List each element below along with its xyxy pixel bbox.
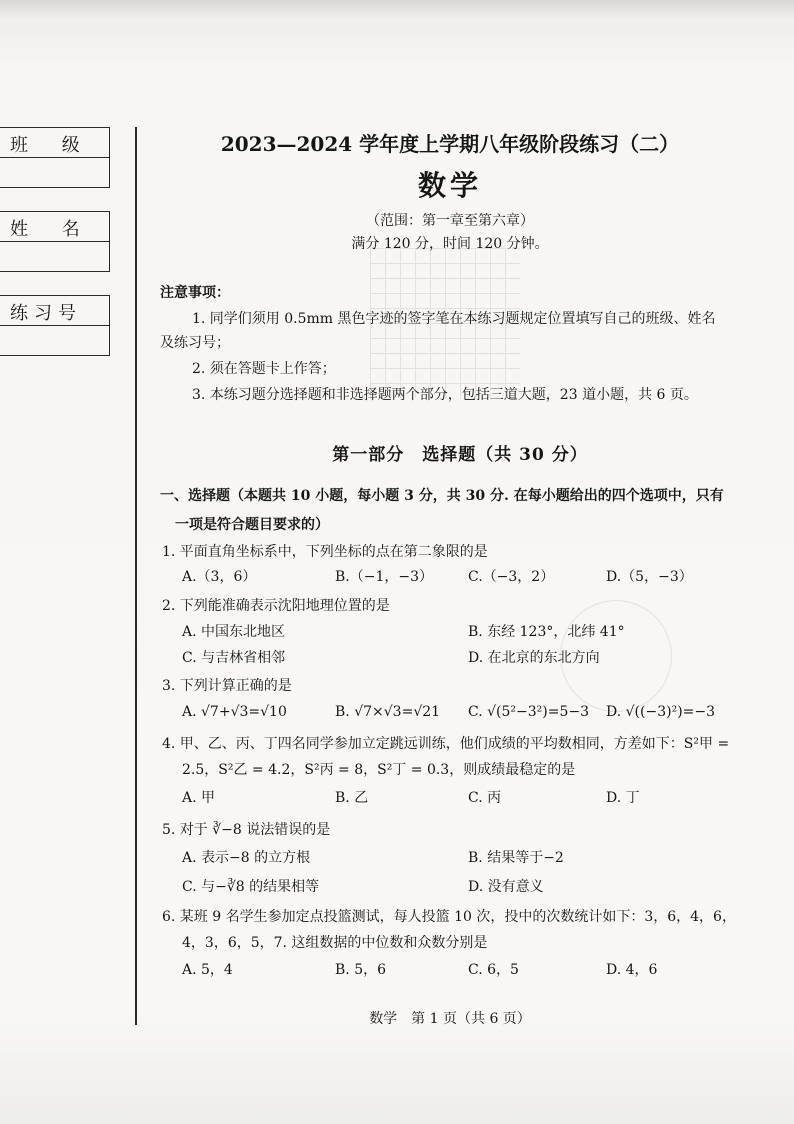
q3-option-a-expr: √7+√3=√10 <box>201 704 287 720</box>
notes-heading: 注意事项： <box>160 285 230 301</box>
q5-option-d: D. 没有意义 <box>468 879 544 895</box>
q2-option-a: A. 中国东北地区 <box>182 624 286 640</box>
q2-option-c: C. 与吉林省相邻 <box>182 650 286 666</box>
q4-option-d: D. 丁 <box>606 790 640 806</box>
q4-stem-line1: 4. 甲、乙、丙、丁四名同学参加立定跳远训练，他们成绩的平均数相同，方差如下：S²甲 = <box>162 736 730 752</box>
q2-option-b: B. 东经 123°，北纬 41° <box>468 624 625 640</box>
note-1a: 1. 同学们须用 0.5mm 黑色字迹的签字笔在本练习题规定位置填写自己的班级、姓名 <box>192 311 716 327</box>
q2-stem: 2. 下列能准确表示沈阳地理位置的是 <box>162 598 390 614</box>
page-top-edge <box>0 0 794 22</box>
id-label: 练习号 <box>10 303 82 324</box>
q6-stem-line1: 6. 某班 9 名学生参加定点投篮测试，每人投篮 10 次，投中的次数统计如下：3，6，4，6， <box>162 909 736 925</box>
q1-option-d: D.（5，−3） <box>606 569 693 585</box>
q6-option-a: A. 5，4 <box>182 962 233 978</box>
note-1b: 及练习号； <box>160 335 230 351</box>
q3-option-a-letter: A. <box>182 704 202 720</box>
q3-option-d-letter: D. <box>606 704 626 720</box>
q3-option-b-letter: B. <box>335 704 355 720</box>
class-label: 班 级 <box>10 135 94 156</box>
q5-option-a: A. 表示−8 的立方根 <box>182 850 311 866</box>
q3-option-d <box>606 704 715 720</box>
q6-stem-line2: 4，3，6，5，7. 这组数据的中位数和众数分别是 <box>182 935 488 951</box>
note-3: 3. 本练习题分选择题和非选择题两个部分，包括三道大题，23 道小题，共 6 页。 <box>192 387 698 403</box>
q4-option-c: C. 丙 <box>468 790 502 806</box>
q5-stem: 5. 对于 ∛−8 说法错误的是 <box>162 822 331 838</box>
exam-range: （范围：第一章至第六章） <box>366 213 534 229</box>
subject-title: 数学 <box>417 169 482 202</box>
q3-option-b-expr: √7×√3=√21 <box>354 704 441 720</box>
q5-option-c: C. 与−∛8 的结果相等 <box>182 879 320 895</box>
binding-line <box>135 127 137 1025</box>
name-label: 姓 名 <box>10 219 94 240</box>
q2-option-d: D. 在北京的东北方向 <box>468 650 600 666</box>
exam-title: 2023—2024 学年度上学期八年级阶段练习（二） <box>220 132 680 156</box>
page-footer: 数学 第 1 页（共 6 页） <box>369 1011 531 1027</box>
q1-option-a: A.（3，6） <box>182 569 257 585</box>
q3-option-c-letter: C. <box>468 704 488 720</box>
q1-option-c: C.（−3，2） <box>468 569 555 585</box>
note-2: 2. 须在答题卡上作答； <box>192 361 336 377</box>
exam-score-time: 满分 120 分，时间 120 分钟。 <box>351 236 549 252</box>
q3-option-b <box>335 704 440 720</box>
q3-stem: 3. 下列计算正确的是 <box>162 678 292 694</box>
q4-stem-line2: 2.5，S²乙 = 4.2，S²丙 = 8，S²丁 = 0.3，则成绩最稳定的是 <box>182 762 576 778</box>
class-input-box[interactable] <box>0 157 110 188</box>
q3-option-c <box>468 704 589 720</box>
q3-option-d-expr: √((−3)²)=−3 <box>625 704 716 720</box>
name-input-box[interactable] <box>0 241 110 272</box>
q5-option-b: B. 结果等于−2 <box>468 850 564 866</box>
section-a-line1: 一、选择题（本题共 10 小题，每小题 3 分，共 30 分. 在每小题给出的四个选项中，只有 <box>160 488 724 504</box>
id-input-box[interactable] <box>0 325 110 356</box>
q6-option-b: B. 5，6 <box>335 962 387 978</box>
q3-option-a <box>182 704 287 720</box>
q6-option-d: D. 4，6 <box>606 962 658 978</box>
q1-stem: 1. 平面直角坐标系中，下列坐标的点在第二象限的是 <box>162 544 488 560</box>
q6-option-c: C. 6，5 <box>468 962 519 978</box>
q4-option-b: B. 乙 <box>335 790 369 806</box>
part1-title: 第一部分 选择题（共 30 分） <box>332 445 588 465</box>
section-a-line2: 一项是符合题目要求的） <box>175 517 329 533</box>
q1-option-b: B.（−1，−3） <box>335 569 434 585</box>
q3-option-c-expr: √(5²−3²)=5−3 <box>487 704 590 720</box>
q4-option-a: A. 甲 <box>182 790 216 806</box>
